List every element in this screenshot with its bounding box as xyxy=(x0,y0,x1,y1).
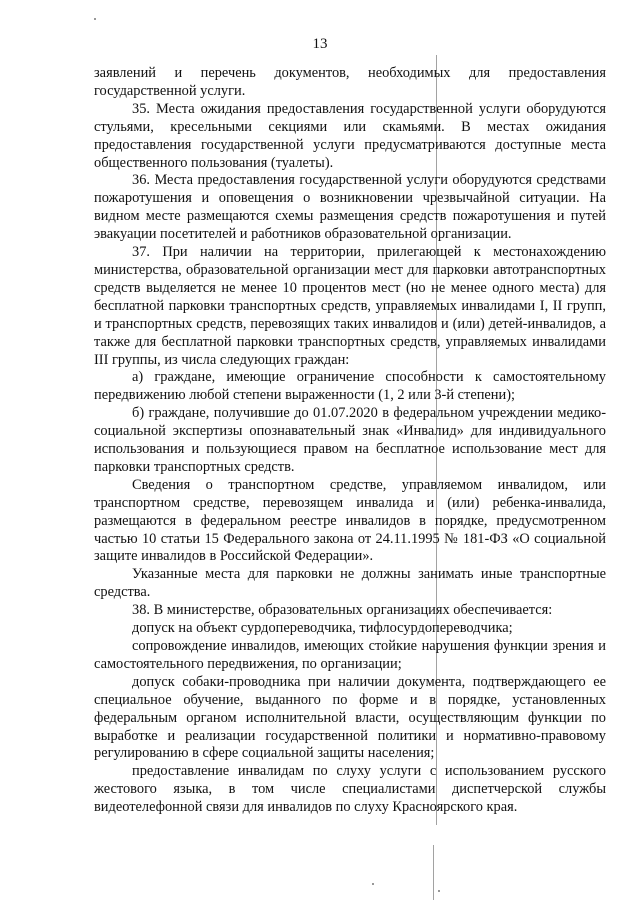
paragraph-36: 36. Места предоставления государственной услуги оборудуются средствами пожаротушения и оповещения о возникновении чрезвычайной ситуации. На видном месте размещаются схемы размещения средств пожаротушения и путей эвакуации посетителей и работников образовательной организации. xyxy=(94,172,606,243)
scan-speck xyxy=(94,18,96,20)
scan-speck xyxy=(438,890,440,892)
list-item-escort: сопровождение инвалидов, имеющих стойкие нарушения функции зрения и самостоятельного передвижения, по организации; xyxy=(94,638,606,672)
paragraph-35: 35. Места ожидания предоставления государственной услуги оборудуются стульями, кресельными секциями или скамьями. В местах ожидания предоставления государственной услуги предусматриваются доступные места общественного пользования (туалеты). xyxy=(94,100,606,171)
page-number: 13 xyxy=(312,36,328,52)
paragraph-37: 37. При наличии на территории, прилегающей к местонахождению министерства, образовательной организации мест для парковки автотранспортных средств выделяется не менее 10 процентов мест (но не менее одного места) для бесплатной парковки транспортных средств, управляемых инвалидами I, II групп, и транспортных средств, перевозящих таких инвалидов и (или) детей-инвалидов, а также для бесплатной парковки транспортных средств, управляемых инвалидами III группы, из числа следующих граждан: xyxy=(94,244,606,368)
list-item-sign-language: предоставление инвалидам по слуху услуги с использованием русского жестового языка, в том числе специалистами диспетчерской службы видеотелефонной связи для инвалидов по слуху Красноярского края. xyxy=(94,763,606,816)
list-item-guide-dog: допуск собаки-проводника при наличии документа, подтверждающего ее специальное обучение, выданного по форме и в порядке, установленных федеральным органом исполнительной власти, осуществляющим функции по выработке и реализации государственной политики и нормативно-правовому регулированию в сфере социальной защиты населения; xyxy=(94,673,606,762)
paragraph-38: 38. В министерстве, образовательных организациях обеспечивается: xyxy=(132,602,553,619)
paragraph-37-b: б) граждане, получившие до 01.07.2020 в федеральном учреждении медико-социальной экспертизы опознавательный знак «Инвалид» для индивидуального использования и пользующиеся правом на бесплатное использование мест для парковки транспортных средств. xyxy=(94,405,606,475)
paragraph-37-a: а) граждане, имеющие ограничение способности к самостоятельному передвижению любой степени выраженности (1, 2 или 3-й степени); xyxy=(94,369,606,404)
paragraph-parking-note: Указанные места для парковки не должны занимать иные транспортные средства. xyxy=(94,566,606,601)
paragraph-continuation: заявлений и перечень документов, необходимых для предоставления государственной услуги. xyxy=(94,65,606,99)
scan-artifact-line xyxy=(433,845,434,900)
scan-speck xyxy=(372,883,374,885)
list-item-interpreter: допуск на объект сурдопереводчика, тифлосурдопереводчика; xyxy=(132,620,513,637)
paragraph-vehicle-info: Сведения о транспортном средстве, управляемом инвалидом, или транспортном средстве, перевозящем инвалида и (или) ребенка-инвалида, размещаются в федеральном реестре инвалидов в порядке, предусмотренном частью 10 статьи 15 Федерального закона от 24.11.1995 № 181-ФЗ «О социальной защите инвалидов в Российской Федерации». xyxy=(94,476,606,565)
document-body xyxy=(94,65,606,817)
